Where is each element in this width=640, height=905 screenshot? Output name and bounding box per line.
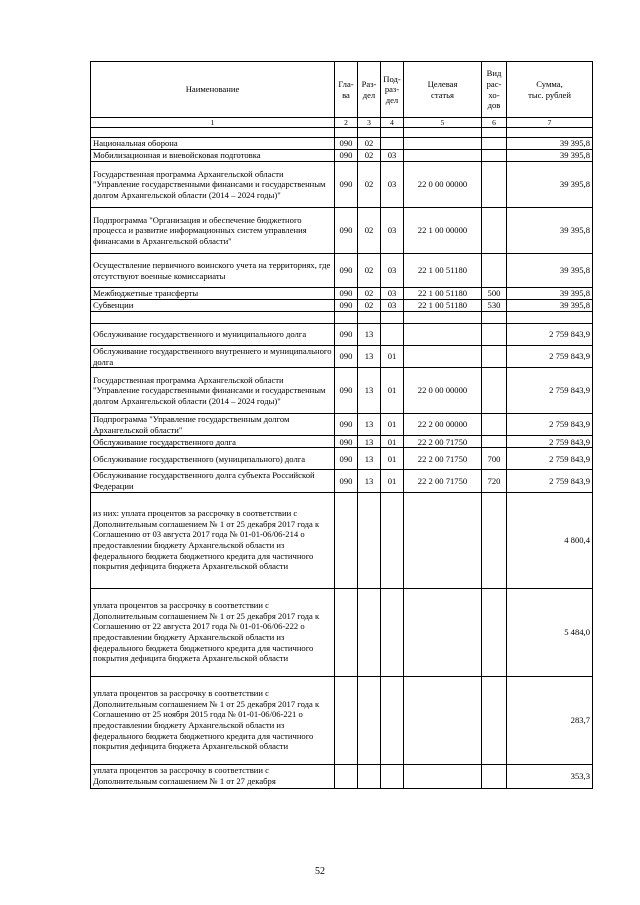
row-vid: 700: [482, 448, 507, 470]
row-target: [404, 764, 482, 788]
table-row: [91, 470, 593, 492]
row-target: [404, 312, 482, 324]
colnum: 1: [91, 118, 335, 128]
header-sum: Сумма, тыс. рублей: [507, 62, 593, 118]
row-glava: 090: [335, 254, 358, 288]
table-row: [91, 346, 593, 368]
row-sum: 5 484,0: [507, 588, 593, 676]
table-row: [91, 324, 593, 346]
table-row: [91, 676, 593, 764]
table-row: [91, 208, 593, 254]
row-podrazdel: [381, 588, 404, 676]
row-podrazdel: 01: [381, 368, 404, 414]
row-razdel: [358, 588, 381, 676]
row-glava: 090: [335, 346, 358, 368]
row-name: [91, 128, 335, 138]
table-row: [91, 436, 593, 448]
table-row: [91, 138, 593, 150]
row-target: 22 2 00 00000: [404, 414, 482, 436]
row-podrazdel: [381, 312, 404, 324]
row-target: [404, 346, 482, 368]
row-glava: [335, 128, 358, 138]
row-vid: [482, 150, 507, 162]
row-target: 22 1 00 00000: [404, 208, 482, 254]
row-glava: 090: [335, 300, 358, 312]
header-glava: Гла- ва: [335, 62, 358, 118]
row-name: Обслуживание государственного долга субъекта Российской Федерации: [91, 470, 335, 492]
row-name: Обслуживание государственного и муниципального долга: [91, 324, 335, 346]
table-header-row: [91, 62, 593, 118]
row-vid: [482, 436, 507, 448]
row-razdel: [358, 764, 381, 788]
row-name: Обслуживание государственного внутреннего и муниципального долга: [91, 346, 335, 368]
row-glava: 090: [335, 470, 358, 492]
row-sum: 4 800,4: [507, 492, 593, 588]
row-sum: 39 395,8: [507, 300, 593, 312]
row-razdel: 13: [358, 414, 381, 436]
table-row: [91, 588, 593, 676]
row-glava: 090: [335, 448, 358, 470]
row-name: Субвенции: [91, 300, 335, 312]
table-row: [91, 414, 593, 436]
row-target: 22 0 00 00000: [404, 162, 482, 208]
row-target: 22 2 00 71750: [404, 470, 482, 492]
colnum: 4: [381, 118, 404, 128]
table-row: [91, 150, 593, 162]
row-sum: 2 759 843,9: [507, 346, 593, 368]
row-glava: 090: [335, 162, 358, 208]
row-target: [404, 588, 482, 676]
row-sum: 283,7: [507, 676, 593, 764]
column-number-row: [91, 118, 593, 128]
row-sum: 353,3: [507, 764, 593, 788]
row-podrazdel: 03: [381, 150, 404, 162]
row-podrazdel: 03: [381, 162, 404, 208]
row-vid: [482, 346, 507, 368]
row-sum: 39 395,8: [507, 254, 593, 288]
row-vid: [482, 312, 507, 324]
row-vid: [482, 138, 507, 150]
row-name: из них: уплата процентов за рассрочку в соответствии с Дополнительным соглашением № 1 от 25 декабря 2017 года к Соглашению от 03 августа 2017 года № 01-01-06/06-214 о предоставлении бюджету Архангельской области из федерального бюджета бюджетного кредита для частичного покрытия дефицита бюджета Архангельской области: [91, 492, 335, 588]
header-podrazdel: Под- раз- дел: [381, 62, 404, 118]
row-name: Мобилизационная и вневойсковая подготовка: [91, 150, 335, 162]
row-target: [404, 138, 482, 150]
row-glava: 090: [335, 368, 358, 414]
row-vid: 530: [482, 300, 507, 312]
row-podrazdel: 01: [381, 470, 404, 492]
table-row: [91, 300, 593, 312]
row-target: 22 1 00 51180: [404, 288, 482, 300]
row-podrazdel: 03: [381, 254, 404, 288]
row-target: 22 2 00 71750: [404, 448, 482, 470]
row-razdel: 13: [358, 470, 381, 492]
page-number: 52: [315, 866, 325, 877]
table-row: [91, 492, 593, 588]
row-name: Осуществление первичного воинского учета на территориях, где отсутствуют военные комиссариаты: [91, 254, 335, 288]
row-glava: 090: [335, 150, 358, 162]
header-vid: Вид рас- хо- дов: [482, 62, 507, 118]
row-target: 22 1 00 51180: [404, 254, 482, 288]
row-razdel: [358, 676, 381, 764]
row-sum: 39 395,8: [507, 150, 593, 162]
table-row: [91, 288, 593, 300]
row-razdel: 13: [358, 346, 381, 368]
row-name: уплата процентов за рассрочку в соответствии с Дополнительным соглашением № 1 от 25 декабря 2017 года к Соглашению от 22 августа 2017 года № 01-01-06/06-222 о предоставлении бюджету Архангельской области из федерального бюджета бюджетного кредита для частичного покрытия дефицита бюджета Архангельской области: [91, 588, 335, 676]
row-sum: 2 759 843,9: [507, 324, 593, 346]
row-target: 22 2 00 71750: [404, 436, 482, 448]
row-glava: 090: [335, 138, 358, 150]
colnum: 2: [335, 118, 358, 128]
budget-table: [90, 61, 593, 789]
row-podrazdel: [381, 138, 404, 150]
row-glava: 090: [335, 414, 358, 436]
row-vid: [482, 208, 507, 254]
row-podrazdel: 03: [381, 300, 404, 312]
row-razdel: 02: [358, 138, 381, 150]
row-vid: [482, 588, 507, 676]
table-row: [91, 368, 593, 414]
row-vid: 720: [482, 470, 507, 492]
row-name: Подпрограмма "Управление государственным долгом Архангельской области": [91, 414, 335, 436]
row-podrazdel: [381, 324, 404, 346]
row-name: Национальная оборона: [91, 138, 335, 150]
row-razdel: 13: [358, 436, 381, 448]
header-razdel: Раз- дел: [358, 62, 381, 118]
row-podrazdel: 01: [381, 346, 404, 368]
colnum: 7: [507, 118, 593, 128]
table-row: [91, 764, 593, 788]
row-sum: 2 759 843,9: [507, 448, 593, 470]
row-name: [91, 312, 335, 324]
row-name: Государственная программа Архангельской области "Управление государственными финансами и государственным долгом Архангельской области (2014 – 2024 годы)": [91, 162, 335, 208]
row-glava: [335, 588, 358, 676]
row-glava: [335, 764, 358, 788]
row-razdel: 13: [358, 324, 381, 346]
row-target: [404, 150, 482, 162]
row-podrazdel: 01: [381, 436, 404, 448]
row-sum: [507, 128, 593, 138]
header-name: Наименование: [91, 62, 335, 118]
row-podrazdel: 03: [381, 208, 404, 254]
row-podrazdel: [381, 764, 404, 788]
table-row: [91, 162, 593, 208]
row-target: 22 0 00 00000: [404, 368, 482, 414]
row-sum: 2 759 843,9: [507, 368, 593, 414]
row-razdel: 02: [358, 150, 381, 162]
row-podrazdel: 01: [381, 448, 404, 470]
row-vid: 500: [482, 288, 507, 300]
row-razdel: 02: [358, 288, 381, 300]
row-razdel: [358, 128, 381, 138]
row-vid: [482, 368, 507, 414]
row-razdel: 02: [358, 162, 381, 208]
colnum: 6: [482, 118, 507, 128]
row-name: Обслуживание государственного долга: [91, 436, 335, 448]
row-sum: [507, 312, 593, 324]
row-glava: 090: [335, 324, 358, 346]
row-target: [404, 676, 482, 764]
row-razdel: [358, 492, 381, 588]
row-name: Государственная программа Архангельской области "Управление государственными финансами и государственным долгом Архангельской области (2014 – 2024 годы)": [91, 368, 335, 414]
row-sum: 2 759 843,9: [507, 470, 593, 492]
row-razdel: 02: [358, 300, 381, 312]
row-podrazdel: [381, 676, 404, 764]
row-razdel: 13: [358, 448, 381, 470]
row-razdel: 13: [358, 368, 381, 414]
row-glava: [335, 312, 358, 324]
row-glava: 090: [335, 436, 358, 448]
row-target: [404, 128, 482, 138]
row-sum: 39 395,8: [507, 138, 593, 150]
row-vid: [482, 676, 507, 764]
row-sum: 2 759 843,9: [507, 414, 593, 436]
row-razdel: 02: [358, 254, 381, 288]
row-vid: [482, 162, 507, 208]
spacer-row: [91, 312, 593, 324]
spacer-row: [91, 128, 593, 138]
row-podrazdel: 01: [381, 414, 404, 436]
row-sum: 39 395,8: [507, 208, 593, 254]
row-vid: [482, 764, 507, 788]
row-vid: [482, 492, 507, 588]
row-razdel: 02: [358, 208, 381, 254]
row-vid: [482, 254, 507, 288]
header-target: Целевая статья: [404, 62, 482, 118]
row-podrazdel: 03: [381, 288, 404, 300]
row-vid: [482, 128, 507, 138]
table-row: [91, 254, 593, 288]
colnum: 3: [358, 118, 381, 128]
row-name: Подпрограмма "Организация и обеспечение бюджетного процесса и развитие информационных систем управления финансами в Архангельской области": [91, 208, 335, 254]
row-name: уплата процентов за рассрочку в соответствии с Дополнительным соглашением № 1 от 25 декабря 2017 года к Соглашению от 25 ноября 2015 года № 01-01-06/06-221 о предоставлении бюджету Архангельской области из федерального бюджета бюджетного кредита для частичного покрытия дефицита бюджета Архангельской области: [91, 676, 335, 764]
row-target: 22 1 00 51180: [404, 300, 482, 312]
row-glava: [335, 492, 358, 588]
row-target: [404, 492, 482, 588]
row-vid: [482, 324, 507, 346]
row-razdel: [358, 312, 381, 324]
row-sum: 39 395,8: [507, 288, 593, 300]
row-glava: 090: [335, 208, 358, 254]
table-row: [91, 448, 593, 470]
row-name: Обслуживание государственного (муниципального) долга: [91, 448, 335, 470]
colnum: 5: [404, 118, 482, 128]
row-name: Межбюджетные трансферты: [91, 288, 335, 300]
row-podrazdel: [381, 492, 404, 588]
row-glava: [335, 676, 358, 764]
row-target: [404, 324, 482, 346]
row-vid: [482, 414, 507, 436]
row-sum: 39 395,8: [507, 162, 593, 208]
row-glava: 090: [335, 288, 358, 300]
row-podrazdel: [381, 128, 404, 138]
row-sum: 2 759 843,9: [507, 436, 593, 448]
row-name: уплата процентов за рассрочку в соответствии с Дополнительным соглашением № 1 от 27 декабря: [91, 764, 335, 788]
